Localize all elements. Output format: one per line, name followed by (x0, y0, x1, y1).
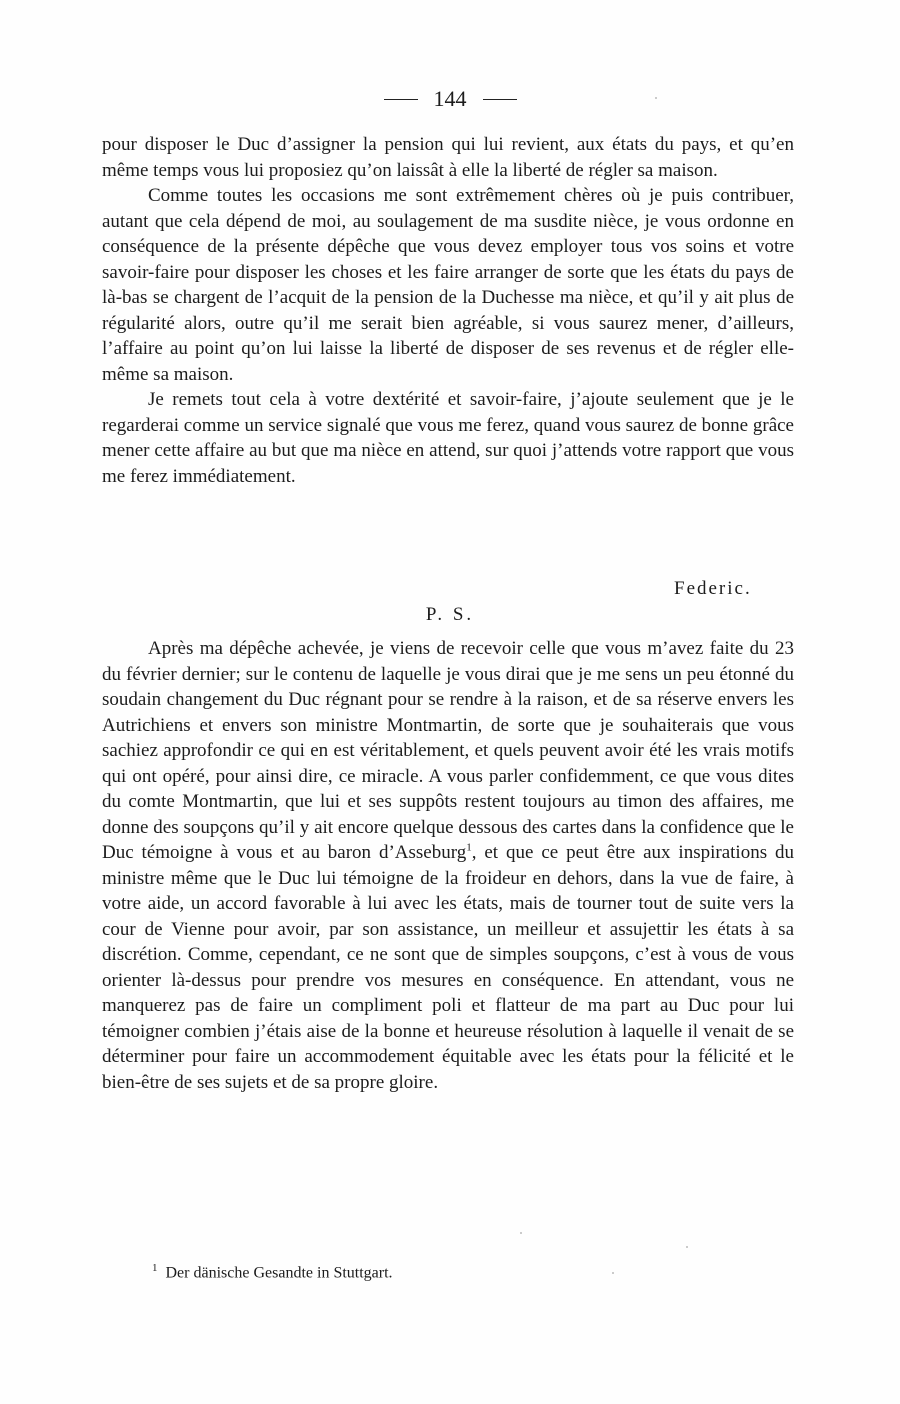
page-header (0, 86, 900, 112)
postscript-text-part2: , et que ce peut être aux inspirations du ministre même que le Duc lui témoigne de la froideur en dehors, dans la vue de faire, à votre aide, un accord favorable à lui avec les états, mais de tourner tout de suite vers la cour de Vienne pour avoir, par son assistance, un meilleur et assujettir les états à sa discrétion. Comme, cependant, ce ne sont que de simples soupçons, c’est à vous de vous orienter là-dessus pour prendre vos mesures en conséquence. En attendant, vous ne manquerez pas de faire un compliment poli et flatteur de ma part au Duc pour lui témoigner combien j’étais aise de la bonne et heureuse résolution à laquelle il venait de se déterminer pour faire un accommodement équitable avec les états pour la félicité et le bien-être de ses sujets et de sa propre gloire. (102, 842, 795, 1093)
footnote-text: Der dänische Gesandte in Stuttgart. (165, 1264, 393, 1282)
paragraph-continuation: pour disposer le Duc d’assigner la pension qui lui revient, aux états du pays, et qu’en même temps vous lui proposiez qu’on laissât à elle la liberté de régler sa maison. (102, 134, 794, 181)
print-speck (655, 97, 657, 99)
print-speck (612, 1272, 614, 1274)
page-number: 144 (433, 86, 467, 111)
postscript-body (102, 636, 794, 1095)
letter-body (102, 132, 794, 489)
footnote (152, 1262, 393, 1282)
print-speck (686, 1246, 688, 1248)
header-rule-right (483, 99, 517, 100)
print-speck (520, 1232, 522, 1234)
paragraph: Comme toutes les occasions me sont extrêmement chères où je puis contribuer, autant que cela dépend de moi, au soulagement de ma susdite nièce, je vous ordonne en conséquence de la présente dépêche que vous devez employer tous vos soins et votre savoir-faire pour disposer les choses et les faire arranger de sorte que les états du pays de là-bas se chargent de l’acquit de la pension de la Duchesse ma nièce, et qu’il y ait plus de régularité alors, outre qu’il me serait bien agréable, si vous saurez mener, d’ailleurs, l’affaire au point qu’on lui laisse la liberté de disposer de ses revenus et de régler elle-même sa maison. (102, 185, 794, 385)
signature: Federic. (674, 578, 752, 599)
postscript-heading: P. S. (425, 604, 475, 625)
footnote-reference: 1 (466, 841, 472, 854)
paragraph: Je remets tout cela à votre dextérité et savoir-faire, j’ajoute seulement que je le regarderai comme un service signalé que vous me ferez, quand vous saurez de bonne grâce mener cette affaire au but que ma nièce en attend, sur quoi j’attends votre rapport que vous me ferez immédiatement. (102, 389, 794, 487)
postscript-text-part1: Après ma dépêche achevée, je viens de recevoir celle que vous m’avez faite du 23 du février dernier; sur le contenu de laquelle je vous dirai que je me sens un peu étonné du soudain changement du Duc régnant pour se rendre à la raison, et de sa réserve envers les Autrichiens et envers son ministre Montmartin, de sorte que je souhaiterais que vous sachiez approfondir ce qui en est véritablement, et quels peuvent avoir été les vrais motifs qui ont opéré, pour ainsi dire, ce miracle. A vous parler confidemment, ce que vous dites du comte Montmartin, que lui et ses suppôts restent toujours au timon des affaires, me donne des soupçons qu’il y ait encore quelque dessous des cartes dans la confidence que le Duc témoigne à vous et au baron d’Asseburg (102, 638, 794, 863)
header-rule-left (384, 99, 418, 100)
postscript-paragraph (102, 636, 794, 1095)
footnote-mark: 1 (152, 1262, 158, 1274)
